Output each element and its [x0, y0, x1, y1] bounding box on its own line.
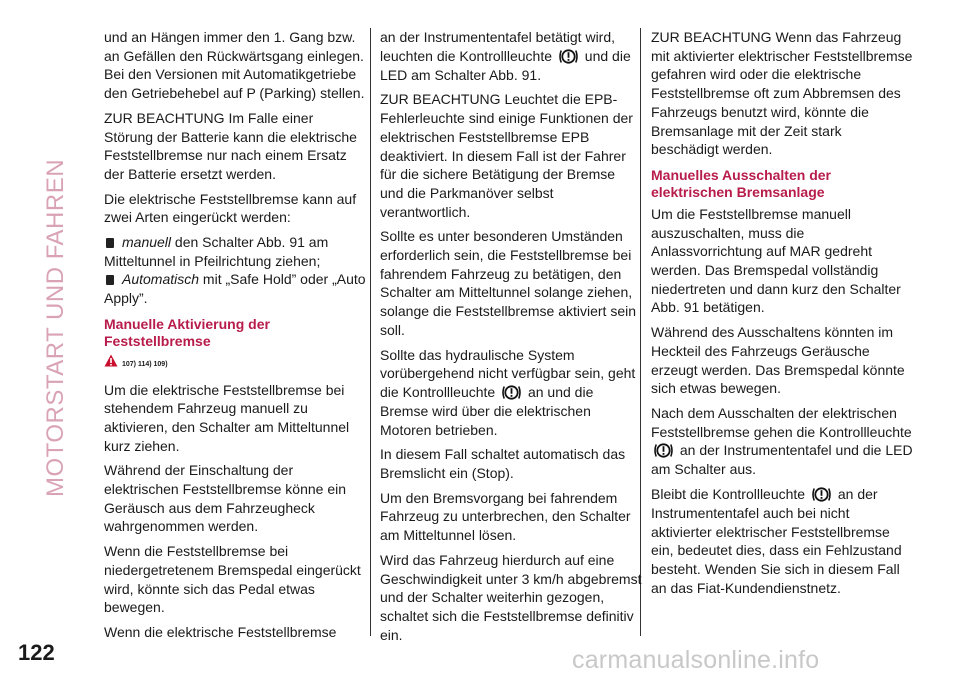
list-item-emphasis: manuell — [122, 234, 172, 251]
text-column-1 — [104, 28, 366, 648]
column-divider — [370, 28, 371, 636]
page-number: 122 — [18, 640, 55, 665]
bullet-icon — [106, 238, 114, 248]
paragraph-text: an der Instrumententafel auch bei nicht aktivierter elektrischer Feststellbremse ein, bedeutet dies, dass ein Fehlzustand besteht. Wenden Sie sich in diesem Fall an das Fiat-Kundendienstnetz. — [651, 486, 902, 596]
bullet-icon — [106, 275, 114, 285]
list-item-emphasis: Automatisch — [122, 271, 200, 288]
section-heading: Manuelle Aktivierung der Feststellbremse — [104, 315, 270, 349]
reference-numbers: 107) 114) 109) — [122, 360, 168, 368]
paragraph: Um den Bremsvorgang bei fahrendem Fahrzeug zu unterbrechen, den Schalter am Mitteltunnel lösen. — [380, 489, 631, 544]
list-item-text: den Schalter Abb. 91 am Mitteltunnel in Pfeilrichtung ziehen; — [104, 234, 329, 269]
warning-triangle-icon — [104, 354, 118, 367]
paragraph: Um die elektrische Feststellbremse bei stehendem Fahrzeug manuell zu aktivieren, den Schalter am Mitteltunnel kurz ziehen. — [104, 381, 350, 454]
paragraph: In diesem Fall schaltet automatisch das Bremslicht ein (Stop). — [380, 446, 626, 482]
brake-warning-light-icon — [558, 47, 579, 66]
note-paragraph: ZUR BEACHTUNG Im Falle einer Störung der Batterie kann die elektrische Feststellbremse nur nach einem Ersatz der Batterie ersetzt werden. — [104, 109, 357, 182]
paragraph-text: an der Instrumententafel betätigt wird, leuchten die Kontrollleuchte — [380, 29, 616, 64]
paragraph: Um die Feststellbremse manuell auszuschalten, muss die Anlassvorrichtung auf MAR gedreht werden. Das Bremspedal vollständig niedertreten und dann kurz den Schalter Abb. 91 betätigen. — [651, 205, 901, 316]
list-item-text: mit „Safe Hold” oder „Auto Apply”. — [104, 271, 366, 307]
paragraph: Die elektrische Feststellbremse kann auf zwei Arten eingerückt werden: — [104, 190, 357, 226]
paragraph: Wenn die Feststellbremse bei niedergetretenem Bremspedal eingerückt wird, könnte sich das Pedal etwas bewegen. — [104, 543, 361, 616]
note-paragraph: ZUR BEACHTUNG Leuchtet die EPB-Fehlerleuchte sind einige Funktionen der elektrischen Feststellbremse EPB deaktiviert. In diesem Fall ist der Fahrer für die sichere Betätigung der Bremse und die Parkmanöver selbst verantwortlich. — [380, 91, 633, 220]
paragraph-text: Bleibt die Kontrollleuchte — [651, 486, 806, 503]
watermark[interactable]: carmanualsonline.info — [572, 646, 820, 674]
paragraph-text: Sollte das hydraulische System vorübergehend nicht verfügbar sein, geht die Kontrollleuchte — [380, 346, 636, 400]
text-column-2 — [380, 28, 642, 650]
brake-warning-light-icon — [501, 383, 522, 402]
paragraph-text: und die LED am Schalter Abb. 91. — [380, 47, 631, 83]
brake-warning-light-icon — [653, 441, 674, 460]
paragraph — [651, 485, 913, 598]
paragraph-text: an und die Bremse wird über die elektrischen Motoren betrieben. — [380, 383, 594, 438]
paragraph: Während der Einschaltung der elektrischen Feststellbremse könne ein Geräusch aus dem Fahrzeugheck wahrgenommen werden. — [104, 462, 347, 535]
paragraph: Sollte es unter besonderen Umständen erforderlich sein, die Feststellbremse bei fahrendem Fahrzeug zu betätigen, den Schalter am Mitteltunnel solange ziehen, solange die Feststellbremse aktiviert sein soll. — [380, 228, 637, 338]
paragraph: Wenn die elektrische Feststellbremse — [104, 623, 337, 640]
note-paragraph: ZUR BEACHTUNG Wenn das Fahrzeug mit aktivierter elektrischer Feststellbremse gefahren wird oder die elektrische Feststellbremse oft zum Abbremsen des Fahrzeugs benutzt wird, könnte die Bremsanlage mit der Zeit stark beschädigt werden. — [651, 29, 913, 158]
list-item — [104, 233, 366, 270]
section-side-title: MOTORSTART UND FAHREN — [42, 158, 69, 498]
paragraph — [380, 346, 642, 440]
paragraph: und an Hängen immer den 1. Gang bzw. an Gefällen den Rückwärtsgang einlegen. Bei den Versionen mit Automatikgetriebe den Getriebehebel auf P (Parking) stellen. — [104, 29, 365, 102]
paragraph: Wird das Fahrzeug hierdurch auf eine Geschwindigkeit unter 3 km/h abgebremst und der Schalter weiterhin gezogen, schaltet sich die Feststellbremse definitiv ein. — [380, 551, 642, 643]
section-heading: Manuelles Ausschalten der elektrischen Bremsanlage — [651, 166, 831, 200]
paragraph-text: Nach dem Ausschalten der elektrischen Feststellbremse gehen die Kontrollleuchte — [651, 404, 912, 440]
paragraph: Während des Ausschaltens könnten im Heckteil des Fahrzeugs Geräusche erzeugt werden. Das Bremspedal könnte sich etwas bewegen. — [651, 324, 905, 397]
warning-references — [104, 354, 366, 375]
paragraph-text: an der Instrumententafel und die LED am Schalter aus. — [651, 442, 913, 478]
brake-warning-light-icon — [811, 485, 832, 504]
paragraph — [380, 28, 642, 84]
paragraph — [651, 404, 913, 479]
list-item — [104, 270, 366, 307]
text-column-3 — [651, 28, 913, 604]
